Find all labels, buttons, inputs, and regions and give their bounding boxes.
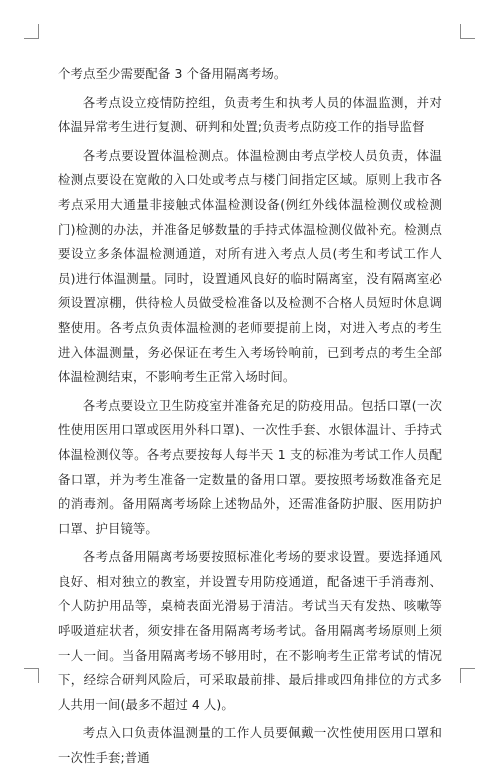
- paragraph-continuation: 个考点至少需要配备 3 个备用隔离考场。: [58, 66, 287, 81]
- paragraph-entrance-staff: 考点入口负责体温测量的工作人员要佩戴一次性使用医用口罩和一次性手套;普通: [58, 725, 442, 766]
- paragraph-temperature-checkpoint: 各考点要设置体温检测点。体温检测由考点学校人员负责，体温检测点要设在宽敞的入口处或考点与楼门间指定区域。原则上我市各考点采用大通量非接触式体温检测设备(例红外线体温检测仪或检测门)检测的办法，并准备足够数量的手持式体温检测仪做补充。检测点要设立多条体温检测通道，对所有进入考点人员(考生和考试工作人员)进行体温测量。同时，设置通风良好的临时隔离室，没有隔离室必须设置凉棚，供待检人员做受检准备以及检测不合格人员短时休息调整使用。各考点负责体温检测的老师要提前上岗，对进入考点的考生进入体温测量，务必保证在考生入考场铃响前，已到考点的考生全部体温检测结束，不影响考生正常入场时间。: [58, 147, 442, 385]
- crop-mark-top-right: [460, 24, 475, 39]
- crop-mark-top-left: [24, 24, 39, 39]
- document-body: [58, 62, 442, 775]
- paragraph-sanitation-room: 各考点要设立卫生防疫室并准备充足的防疫用品。包括口罩(一次性使用医用口罩或医用外科口罩)、一次性手套、水银体温计、手持式体温检测仪等。各考点要按每人每半天 1 支的标准为考试工作人员配备口罩，并为考生准备一定数量的备用口罩。要按照考场数准备充足的消毒剂。备用隔离考场除上述物品外，还需准备防护服、医用防护口罩、护目镜等。: [58, 397, 442, 536]
- crop-mark-bottom-left: [24, 668, 39, 683]
- paragraph-epidemic-team: 各考点设立疫情防控组，负责考生和执考人员的体温监测，并对体温异常考生进行复测、研判和处置;负责考点防疫工作的指导监督: [58, 94, 442, 135]
- crop-mark-bottom-right: [460, 668, 475, 683]
- paragraph-isolation-room: 各考点备用隔离考场要按照标准化考场的要求设置。要选择通风良好、相对独立的教室，并设置专用防疫通道，配备速干手消毒剂、个人防护用品等，桌椅表面光滑易于清洁。考试当天有发热、咳嗽等呼吸道症状者，须安排在备用隔离考场考试。备用隔离考场原则上须一人一间。当备用隔离考场不够用时，在不影响考生正常考试的情况下，经综合研判风险后，可采取最前排、最后排或四角排位的方式多人共用一间(最多不超过 4 人)。: [58, 549, 442, 712]
